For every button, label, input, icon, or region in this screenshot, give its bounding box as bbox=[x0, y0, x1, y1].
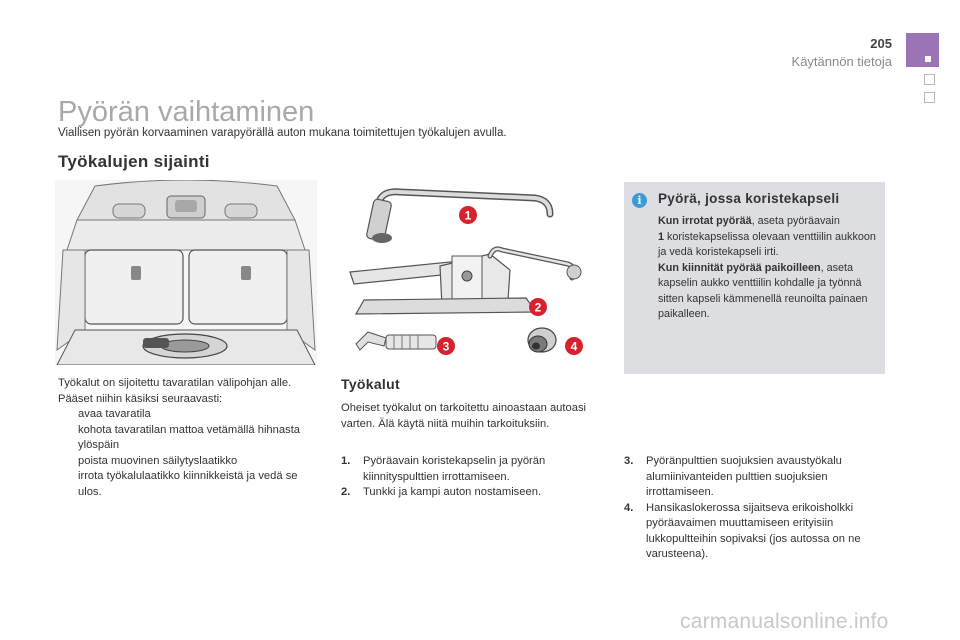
svg-text:3: 3 bbox=[442, 339, 450, 354]
bullet-icon bbox=[58, 454, 78, 470]
svg-text:2: 2 bbox=[534, 300, 542, 315]
list-item: avaa tavaratila bbox=[58, 407, 320, 423]
chapter-tab-empty[interactable] bbox=[924, 74, 935, 85]
tools-list-right bbox=[624, 454, 894, 563]
list-item: kohota tavaratilan mattoa vetämällä hihnasta ylöspäin bbox=[58, 423, 320, 454]
info-box bbox=[624, 182, 885, 374]
info-icon: i bbox=[632, 193, 647, 208]
bullet-icon bbox=[58, 469, 78, 500]
callout-1-icon bbox=[459, 206, 477, 224]
bullet-icon bbox=[58, 423, 78, 454]
list-item: irrota työkalulaatikko kiinnikkeistä ja vedä se ulos. bbox=[58, 469, 320, 500]
chapter-tab-active[interactable] bbox=[906, 33, 939, 67]
tools-illustration bbox=[340, 180, 600, 370]
list-item: 3. Pyöränpulttien suojuksien avaustyökalu alumiinivanteiden pulttien suojuksien irrottamiseen. bbox=[624, 455, 842, 498]
info-box-title: Pyörä, jossa koristekapseli bbox=[658, 191, 840, 206]
list-item: poista muovinen säilytyslaatikko bbox=[58, 454, 320, 470]
chapter-tab-empty[interactable] bbox=[924, 92, 935, 103]
page-title: Pyörän vaihtaminen bbox=[58, 96, 315, 128]
callout-4-icon bbox=[565, 337, 583, 355]
callout-3-icon bbox=[437, 337, 455, 355]
location-line-2: Pääset niihin käsiksi seuraavasti: bbox=[58, 392, 223, 405]
svg-text:1: 1 bbox=[464, 208, 472, 223]
trunk-illustration bbox=[55, 180, 317, 365]
tools-heading: Työkalut bbox=[341, 376, 400, 392]
tool-location-text bbox=[58, 376, 320, 500]
list-item: 1. Pyöräavain koristekapselin ja pyörän kiinnityspulttien irrottamiseen. bbox=[341, 455, 546, 483]
tools-list-left bbox=[341, 454, 601, 501]
tool-location-heading: Työkalujen sijainti bbox=[58, 152, 210, 171]
page-number: 205 bbox=[870, 36, 892, 51]
list-item: 2. Tunkki ja kampi auton nostamiseen. bbox=[341, 486, 542, 498]
watermark: carmanualsonline.info bbox=[680, 610, 889, 633]
intro-text: Viallisen pyörän korvaaminen varapyörällä auton mukana toimitettujen työkalujen avulla. bbox=[58, 127, 507, 139]
svg-text:4: 4 bbox=[570, 339, 578, 354]
location-line-1: Työkalut on sijoitettu tavaratilan välipohjan alle. bbox=[58, 377, 292, 389]
tab-dot-icon bbox=[925, 56, 931, 62]
list-item: 4. Hansikaslokerossa sijaitseva erikoisholkki pyöräavaimen muuttamiseen erityisiin lukkopultteihin sopivaksi (jos autossa on ne varusteena). bbox=[624, 501, 861, 560]
tools-intro: Oheiset työkalut on tarkoitettu ainoastaan autoasi varten. Älä käytä niitä muihin tarkoituksiin. bbox=[341, 402, 587, 430]
callout-2-icon bbox=[529, 298, 547, 316]
section-title: Käytännön tietoja bbox=[791, 54, 892, 69]
info-box-body: Kun irrotat pyörää, aseta pyöräavain 1 koristekapselissa olevaan venttiilin aukkoon ja vedä koristekapseli irti. Kun kiinnität pyörää paikoilleen, aseta kapselin aukko venttiilin kohdalle ja työnnä sitten kapseli kämmenellä reunoilta painaen paikalleen. bbox=[658, 215, 876, 320]
bullet-icon bbox=[58, 407, 78, 423]
